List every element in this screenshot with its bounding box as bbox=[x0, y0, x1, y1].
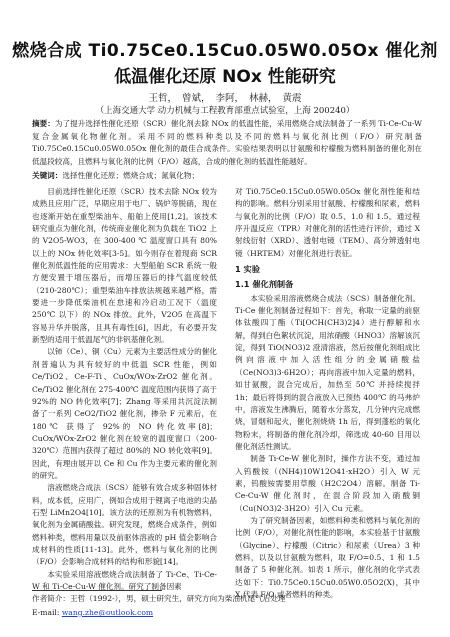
body-paragraph: 本实验采用溶液燃烧合成法制备了 Ti-Ce、Ti-Ce-W 和 Ti-Ce-Cu-W 催化剂。研究了制备因素 bbox=[32, 569, 217, 591]
left-column bbox=[32, 186, 217, 593]
body-paragraph: 本实验采用溶液燃烧合成法（SCS）制备催化剂。Ti-Ce 催化剂制备过程如下：首先，称取一定量的前驱体钛酸四丁酯（Ti[OCH(CH3)2]4）进行醇解和水解，得到白色絮状沉淀，用浓硝酸（HNO3）溶解该沉淀，得到 TiO(NO3)2 澄清溶液，然后按催化剂组成比例向溶液中加入活性组分的金属硝酸盐（Ce(NO3)3·6H2O）；再向溶液中加入定量的燃料，如甘氨酸，混合完成后，加热至 50℃ 并持续搅拌 1h；最后将得到的混合液放入已预热 400℃ 的马弗炉中，溶液发生沸腾后，随着水分蒸发，几分钟内完成燃烧，冒烟和起火，催化剂烧烧 1h 后，得到蓬松的氧化物粉末，将制备的催化剂冷却，筛选成 40-60 目用以催化剂活性测试。 bbox=[235, 293, 420, 451]
body-paragraph: 目前选择性催化还原（SCR）技术去除 NOx 较为成熟且应用广泛，早期应用于电厂、锅炉等脱硝，现在也逐渐开始在重型柴油车、船舶上使用[1,2]。该技术研究重点为催化剂，传统商业催化剂为负载在 TiO2 上的 V2O5-WO3，在 300-400 ℃ 温度窗口具有 80%以上的 NOx 转化效率[3-5]。如今则存在着现商 SCR 催化剂低温性能的应用需求：大型船舶 SCR 系统一般方便安置于增压器后，而增压器后的排气温度较低（210-280℃）；重型柴油车排放法规越来越严格，需要进一步降低柴油机在怠速和冷启动工况下（温度 250℃ 以下）的 NOx 排放。此外，V2O5 在高温下容易升华并脱落，且具有毒性[6]，因此，有必要开发新型的适用于低温尾气的非钒基催化剂。 bbox=[32, 187, 217, 345]
author-list: 王哲， 曾斌， 李阿， 林赫， 黄震 bbox=[148, 93, 302, 104]
keywords bbox=[32, 170, 422, 182]
body-paragraph: 制备 Ti-Ce-W 催化剂时，操作方法不变，通过加入钨酸铵（(NH4)10W12O41·xH2O）引入 W 元素，钨酸铵需要用草酸（H2C2O4）溶解。制备 Ti-Ce-Cu-W 催化剂时，在混合阶段加入硝酸铜（Cu(NO3)2·3H2O）引入 Cu 元素。 bbox=[235, 454, 420, 513]
email-label: E-mail: bbox=[32, 608, 62, 617]
paper-title-line2: 低温催化还原 NOx 性能研究 bbox=[114, 67, 336, 87]
footnote-rule bbox=[32, 590, 162, 591]
body-paragraph: 对 Ti0.75Ce0.15Cu0.05W0.05Ox 催化剂性能和结构的影响。燃料分别采用甘氨酸、柠檬酸和尿素，燃料与氧化剂的比例（F/O）取 0.5、1.0 和 1.5。通过程序升温反应（TPR）对催化剂的活性进行评价，通过 X 射线衍射（XRD）、透射电镜（TEM）、高分辨透射电镜（HRTEM）对催化剂进行表征。 bbox=[235, 187, 420, 258]
email-link[interactable]: wang.zhe@outlook.com bbox=[61, 608, 154, 617]
abstract bbox=[32, 118, 422, 168]
footnote-author: 作者简介：王哲（1992-），男，硕士研究生，研究方向为柴油机尾气后处理 bbox=[32, 594, 286, 603]
body-paragraph: 以铈（Ce）、铜（Cu）元素为主要活性成分的催化剂普遍认为具有较好的中低温 SCR 性能，例如 Ce/TiO2、Ce-F-Ti、CuOx/WOx-ZrO2 催化剂。Ce/TiO2 催化剂在 275-400℃ 温度范围内获得了高于 92%的 NO 转化效率[7]；Zhang 等采用共沉淀法制备了一系列 CeO2/TiO2 催化剂，掺杂 F 元素后，在 180℃ 获得了 92%的 NO 转化效率[8]；CuOx/WOx-ZrO2 催化剂在较宽的温度窗口（200-320℃）范围内获得了超过 80%的 NO 转化效率[9]。因此，有理由展开以 Ce 和 Cu 作为主要元素的催化剂的研究。 bbox=[32, 347, 218, 480]
abstract-text: 为了提升选择性催化还原（SCR）催化剂去除 NOx 的低温性能，采用燃烧合成法制备了一系列 Ti-Ce-Cu-W 复合金属氧化物催化剂。采用不同的燃料种类以及不同的燃料与氧化剂比例（F/O）研究制备 Ti0.75Ce0.15Cu0.05W0.05Ox 催化剂的最佳合成条件。实验结果表明以甘氨酸和柠檬酸为燃料制备的催化剂在低温段较高，且燃料与氧化剂的比例（F/O）越高，合成的催化剂的低温性能越好。 bbox=[32, 119, 422, 166]
body-paragraph: 溶液燃烧合成法（SCS）能够有效合成多种固体材料，成本低，应用广，例如合成用于锂离子电池的尖晶石型 LiMn2O4[10]。该方法的还原剂为有机物燃料，氧化剂为金属硝酸盐。研究发现，燃烧合成条件，例如燃料种类，燃料用量以及前驱体溶液的 pH 值会影响合成材料的性质[11-13]。此外，燃料与氧化剂的比例（F/O）会影响合成材料的结构和形貌[14]。 bbox=[32, 483, 217, 567]
abstract-label: 摘要： bbox=[32, 119, 55, 128]
body-paragraph: 为了研究制备因素，如燃料种类和燃料与氧化剂的比例（F/O），对催化剂性能的影响，本实验基于甘氨酸（Glycine）、柠檬酸（Citric）和尿素（Urea）3 种燃料，以及以甘氨酸为燃料，取 F/O=0.5、1 和 1.5 制备了 5 种催化剂。如表 1 所示，催化剂的化学式表达如下：Ti0.75Ce0.15Cu0.05W0.05O2(X)，其中 X 代表 F/O 或者燃料的种类。 bbox=[235, 515, 420, 599]
paper-title-line1: 燃烧合成 Ti0.75Ce0.15Cu0.05W0.05Ox 催化剂 bbox=[12, 41, 438, 61]
section-heading: 1 实验 bbox=[235, 264, 260, 275]
footnote-email bbox=[32, 607, 153, 619]
subsection-heading: 1.1 催化剂制备 bbox=[235, 279, 294, 290]
keywords-label: 关键词： bbox=[32, 171, 63, 180]
affiliation: （上海交通大学 动力机械与工程教育部重点试验室，上海 200240） bbox=[95, 106, 355, 116]
right-column bbox=[235, 186, 420, 601]
keywords-text: 选择性催化还原；燃烧合成；氮氧化物； bbox=[62, 171, 200, 180]
